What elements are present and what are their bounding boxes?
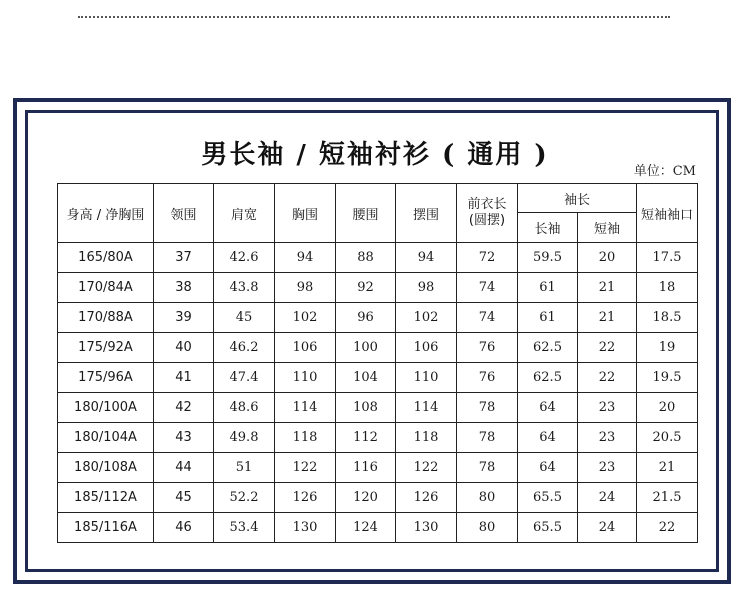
cell-size: 170/84A bbox=[58, 273, 154, 303]
cell-front-length: 76 bbox=[457, 333, 518, 363]
cell-front-length: 80 bbox=[457, 513, 518, 543]
cell-waist: 92 bbox=[336, 273, 396, 303]
cell-short-cuff: 21.5 bbox=[637, 483, 698, 513]
cell-waist: 96 bbox=[336, 303, 396, 333]
cell-hem: 102 bbox=[396, 303, 457, 333]
cell-size: 175/96A bbox=[58, 363, 154, 393]
cell-short-cuff: 18 bbox=[637, 273, 698, 303]
cell-shoulder: 53.4 bbox=[214, 513, 275, 543]
cell-shoulder: 48.6 bbox=[214, 393, 275, 423]
cell-front-length: 78 bbox=[457, 453, 518, 483]
header-size: 身高 / 净胸围 bbox=[58, 184, 154, 243]
cell-waist: 108 bbox=[336, 393, 396, 423]
cell-chest: 110 bbox=[275, 363, 336, 393]
header-front-length-line2: (圆摆) bbox=[468, 213, 506, 228]
cell-sleeve-long: 62.5 bbox=[518, 363, 578, 393]
cell-hem: 130 bbox=[396, 513, 457, 543]
cell-sleeve-short: 22 bbox=[578, 363, 637, 393]
cell-shoulder: 47.4 bbox=[214, 363, 275, 393]
cell-sleeve-short: 23 bbox=[578, 453, 637, 483]
cell-short-cuff: 21 bbox=[637, 453, 698, 483]
cell-collar: 38 bbox=[154, 273, 214, 303]
header-short-cuff: 短袖袖口 bbox=[637, 184, 698, 243]
table-row bbox=[58, 363, 698, 393]
header-shoulder: 肩宽 bbox=[214, 184, 275, 243]
cell-front-length: 74 bbox=[457, 273, 518, 303]
cell-hem: 114 bbox=[396, 393, 457, 423]
cell-sleeve-short: 21 bbox=[578, 273, 637, 303]
header-sleeve-long: 长袖 bbox=[518, 213, 578, 243]
cell-collar: 43 bbox=[154, 423, 214, 453]
cell-hem: 118 bbox=[396, 423, 457, 453]
cell-hem: 106 bbox=[396, 333, 457, 363]
table-row bbox=[58, 423, 698, 453]
page-title: 男长袖 / 短袖衬衫 ( 通用 ) bbox=[201, 140, 549, 170]
cell-sleeve-long: 61 bbox=[518, 303, 578, 333]
table-row bbox=[58, 453, 698, 483]
cell-sleeve-short: 20 bbox=[578, 243, 637, 273]
cell-front-length: 76 bbox=[457, 363, 518, 393]
cell-collar: 42 bbox=[154, 393, 214, 423]
dotted-divider bbox=[78, 16, 670, 18]
cell-size: 175/92A bbox=[58, 333, 154, 363]
cell-sleeve-long: 61 bbox=[518, 273, 578, 303]
cell-sleeve-short: 24 bbox=[578, 483, 637, 513]
cell-short-cuff: 22 bbox=[637, 513, 698, 543]
cell-shoulder: 52.2 bbox=[214, 483, 275, 513]
cell-hem: 122 bbox=[396, 453, 457, 483]
cell-shoulder: 43.8 bbox=[214, 273, 275, 303]
cell-front-length: 78 bbox=[457, 423, 518, 453]
cell-shoulder: 51 bbox=[214, 453, 275, 483]
cell-sleeve-long: 64 bbox=[518, 393, 578, 423]
header-front-length bbox=[457, 184, 518, 243]
cell-waist: 116 bbox=[336, 453, 396, 483]
cell-waist: 100 bbox=[336, 333, 396, 363]
cell-size: 180/104A bbox=[58, 423, 154, 453]
table-row bbox=[58, 513, 698, 543]
cell-chest: 118 bbox=[275, 423, 336, 453]
cell-hem: 98 bbox=[396, 273, 457, 303]
cell-sleeve-long: 62.5 bbox=[518, 333, 578, 363]
cell-front-length: 78 bbox=[457, 393, 518, 423]
header-collar: 领围 bbox=[154, 184, 214, 243]
table-row bbox=[58, 483, 698, 513]
cell-sleeve-long: 64 bbox=[518, 423, 578, 453]
cell-sleeve-short: 24 bbox=[578, 513, 637, 543]
header-waist: 腰围 bbox=[336, 184, 396, 243]
cell-short-cuff: 17.5 bbox=[637, 243, 698, 273]
cell-collar: 46 bbox=[154, 513, 214, 543]
cell-hem: 94 bbox=[396, 243, 457, 273]
unit-label: 单位：CM bbox=[633, 164, 696, 179]
cell-chest: 122 bbox=[275, 453, 336, 483]
cell-collar: 45 bbox=[154, 483, 214, 513]
cell-shoulder: 49.8 bbox=[214, 423, 275, 453]
cell-hem: 110 bbox=[396, 363, 457, 393]
cell-front-length: 74 bbox=[457, 303, 518, 333]
cell-collar: 44 bbox=[154, 453, 214, 483]
cell-sleeve-short: 21 bbox=[578, 303, 637, 333]
cell-short-cuff: 18.5 bbox=[637, 303, 698, 333]
cell-short-cuff: 19 bbox=[637, 333, 698, 363]
cell-sleeve-short: 22 bbox=[578, 333, 637, 363]
header-chest: 胸围 bbox=[275, 184, 336, 243]
cell-shoulder: 46.2 bbox=[214, 333, 275, 363]
header-hem: 摆围 bbox=[396, 184, 457, 243]
table-row bbox=[58, 333, 698, 363]
cell-waist: 124 bbox=[336, 513, 396, 543]
cell-shoulder: 45 bbox=[214, 303, 275, 333]
cell-sleeve-long: 64 bbox=[518, 453, 578, 483]
cell-short-cuff: 20 bbox=[637, 393, 698, 423]
cell-chest: 130 bbox=[275, 513, 336, 543]
cell-shoulder: 42.6 bbox=[214, 243, 275, 273]
cell-size: 170/88A bbox=[58, 303, 154, 333]
cell-collar: 40 bbox=[154, 333, 214, 363]
cell-waist: 112 bbox=[336, 423, 396, 453]
cell-chest: 94 bbox=[275, 243, 336, 273]
cell-collar: 37 bbox=[154, 243, 214, 273]
cell-sleeve-long: 65.5 bbox=[518, 483, 578, 513]
table-row bbox=[58, 243, 698, 273]
table-row bbox=[58, 303, 698, 333]
header-sleeve-short: 短袖 bbox=[578, 213, 637, 243]
table-row bbox=[58, 273, 698, 303]
cell-chest: 102 bbox=[275, 303, 336, 333]
cell-waist: 88 bbox=[336, 243, 396, 273]
header-sleeve-group: 袖长 bbox=[518, 184, 637, 213]
header-front-length-line1: 前衣长 bbox=[467, 197, 507, 212]
cell-hem: 126 bbox=[396, 483, 457, 513]
cell-sleeve-short: 23 bbox=[578, 423, 637, 453]
table-row bbox=[58, 393, 698, 423]
cell-chest: 126 bbox=[275, 483, 336, 513]
cell-short-cuff: 20.5 bbox=[637, 423, 698, 453]
cell-collar: 39 bbox=[154, 303, 214, 333]
cell-size: 185/112A bbox=[58, 483, 154, 513]
cell-waist: 104 bbox=[336, 363, 396, 393]
cell-chest: 106 bbox=[275, 333, 336, 363]
cell-size: 185/116A bbox=[58, 513, 154, 543]
cell-chest: 98 bbox=[275, 273, 336, 303]
cell-size: 165/80A bbox=[58, 243, 154, 273]
cell-front-length: 80 bbox=[457, 483, 518, 513]
size-chart-body bbox=[58, 243, 698, 543]
cell-front-length: 72 bbox=[457, 243, 518, 273]
cell-chest: 114 bbox=[275, 393, 336, 423]
cell-sleeve-long: 65.5 bbox=[518, 513, 578, 543]
cell-sleeve-long: 59.5 bbox=[518, 243, 578, 273]
size-chart-table bbox=[57, 183, 698, 543]
cell-size: 180/108A bbox=[58, 453, 154, 483]
cell-sleeve-short: 23 bbox=[578, 393, 637, 423]
cell-waist: 120 bbox=[336, 483, 396, 513]
cell-short-cuff: 19.5 bbox=[637, 363, 698, 393]
cell-size: 180/100A bbox=[58, 393, 154, 423]
cell-collar: 41 bbox=[154, 363, 214, 393]
